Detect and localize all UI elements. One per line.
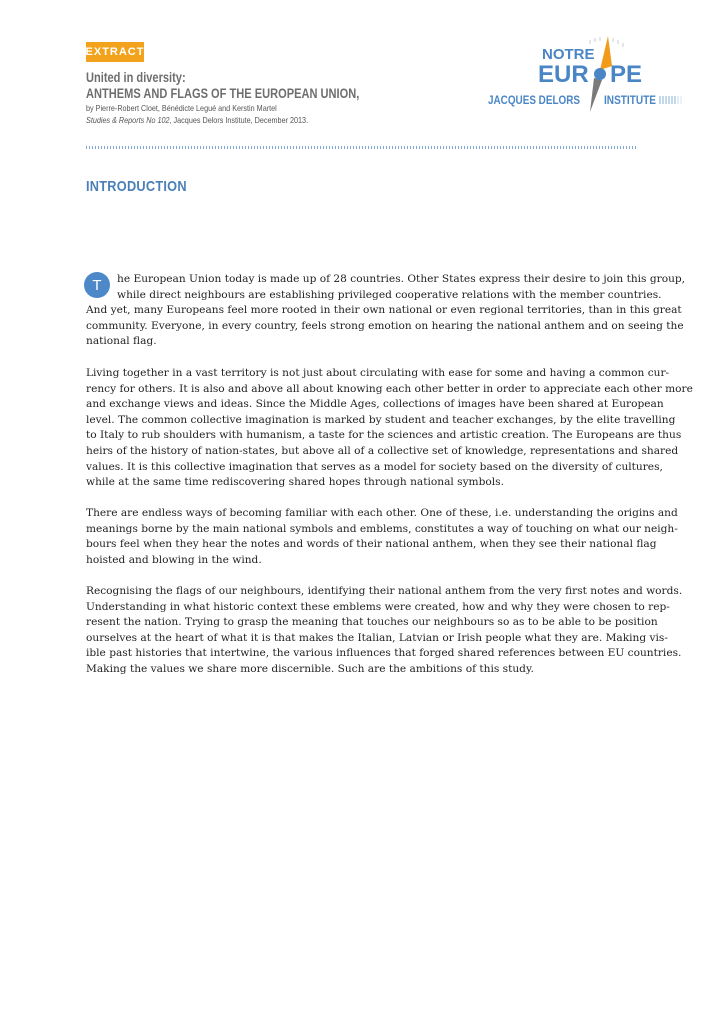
section-heading: INTRODUCTION — [86, 178, 187, 195]
logo-dot-icon — [594, 68, 606, 80]
logo-bars-icon — [660, 96, 681, 104]
text-line: to Italy to rub shoulders with humanism, a taste for the sciences and artistic creation. The Europeans are thus — [86, 429, 682, 442]
text-line: Understanding in what historic context these emblems were created, how and why they were chosen to rep- — [86, 600, 670, 613]
logo-institute: INSTITUTE — [604, 95, 657, 107]
text-line: And yet, many Europeans feel more rooted in their own national or even regional territories, than in this great — [86, 304, 682, 317]
text-line: while direct neighbours are establishing privileged cooperative relations with the member countries. — [117, 288, 662, 301]
series-details: , Jacques Delors Institute, December 2013. — [169, 115, 309, 125]
paragraph-2 — [86, 366, 693, 491]
text-line: he European Union today is made up of 28 countries. Other States express their desire to join this group, — [117, 273, 686, 285]
logo-pe: PE — [610, 61, 643, 88]
series-name: Studies & Reports No 102 — [86, 115, 170, 125]
text-line: level. The common collective imagination is marked by student and teacher exchanges, by the elite travelling — [86, 413, 676, 426]
publication-info — [86, 115, 308, 125]
compass-needle-gray-icon — [590, 78, 602, 112]
text-line: values. It is this collective imagination that serves as a model for society based on the diversity of cultures, — [86, 460, 663, 473]
paragraph-3 — [86, 506, 678, 568]
paragraph-4 — [86, 584, 683, 678]
text-line: rency for others. It is also and above all about knowing each other better in order to appreciate each other more — [86, 382, 693, 395]
drop-cap: T — [84, 272, 110, 298]
doc-title-line1: United in diversity: — [86, 70, 186, 85]
text-line: and exchange views and ideas. Since the Middle Ages, collections of images have been shared at European — [86, 398, 664, 411]
text-line: bours feel when they hear the notes and words of their national anthem, when they see their national flag — [86, 538, 657, 551]
notre-europe-logo — [482, 32, 687, 112]
text-line: Making the values we share more discernible. Such are the ambitions of this study. — [86, 662, 534, 675]
text-line: heirs of the history of nation-states, but above all of a collective set of knowledge, representations and shared — [86, 444, 679, 457]
logo-eur: EUR — [538, 61, 589, 88]
text-line: hoisted and blowing in the wind. — [86, 553, 262, 566]
text-line: Recognising the flags of our neighbours, identifying their national anthem from the very first notes and words. — [86, 585, 683, 597]
doc-title-line2: ANTHEMS AND FLAGS OF THE EUROPEAN UNION, — [86, 86, 360, 101]
text-line: national flag. — [86, 335, 157, 348]
text-line: Living together in a vast territory is not just about circulating with ease for some and having a common cur- — [86, 367, 670, 379]
dotted-divider — [86, 146, 638, 149]
text-line: resent the nation. Trying to grasp the meaning that touches our neighbours so as to be able to be position — [86, 616, 658, 629]
text-line: ible past histories that intertwine, the various influences that forged shared references between EU countries. — [86, 647, 682, 660]
text-line: ourselves at the heart of what it is that makes the Italian, Latvian or Irish people what they are. Making vis- — [86, 631, 668, 644]
logo-notre: NOTRE — [542, 46, 595, 63]
text-line: while at the same time rediscovering shared hopes through national symbols. — [86, 476, 504, 489]
extract-badge: EXTRACT — [86, 42, 144, 62]
authors: by Pierre-Robert Cloet, Bénédicte Legué and Kerstin Martel — [86, 103, 277, 113]
text-line: meanings borne by the main national symbols and emblems, constitutes a way of touching on what our neigh- — [86, 522, 678, 535]
text-line: There are endless ways of becoming familiar with each other. One of these, i.e. understanding the origins and — [86, 507, 678, 519]
logo-jacques-delors: JACQUES DELORS — [488, 95, 581, 107]
paragraph-1 — [86, 272, 686, 350]
text-line: community. Everyone, in every country, feels strong emotion on hearing the national anthem and on seeing the — [86, 319, 684, 332]
